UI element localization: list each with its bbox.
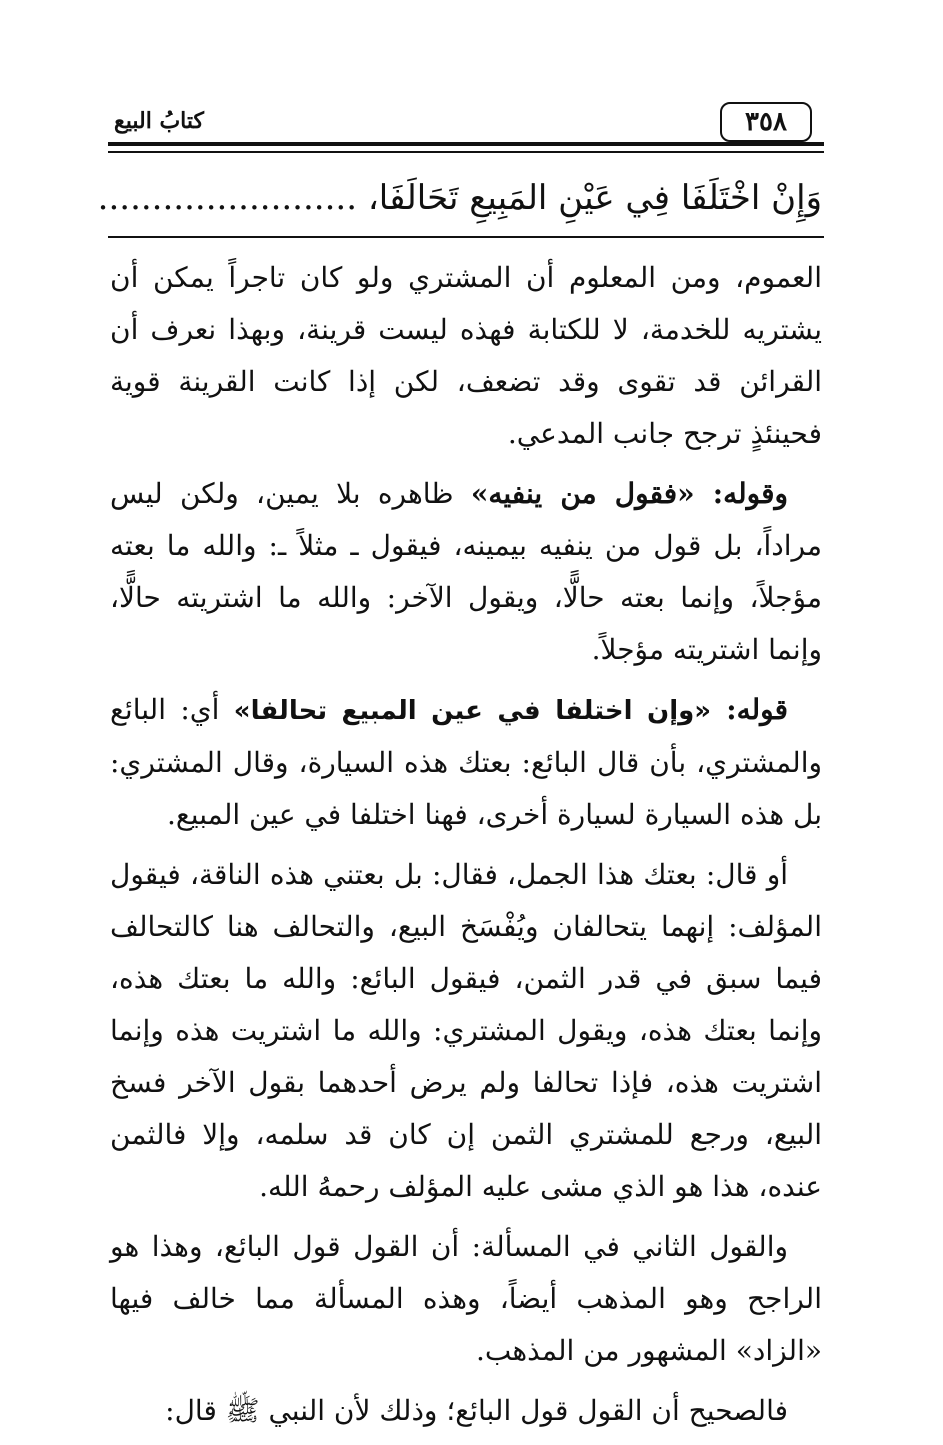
paragraph-text: ظاهره بلا يمين، ولكن ليس مراداً، بل قول من ينفيه بيمينه، فيقول ـ مثلاً ـ: والله ما بعته مؤجلاً، وإنما بعته حالًّا، ويقول الآخر: والله ما اشتريته حالًّا، وإنما اشتريته مؤجلاً. — [110, 477, 822, 666]
paragraph-text: العموم، ومن المعلوم أن المشتري ولو كان تاجراً يمكن أن يشتريه للخدمة، لا للكتابة فهذه ليست قرينة، وبهذا نعرف أن القرائن قد تقوى وقد تضعف، لكن إذا كانت القرينة قوية فحينئذٍ ترجح جانب المدعي. — [110, 261, 822, 450]
paragraph-lead: قوله: — [711, 693, 788, 726]
header-rule-thick — [108, 142, 824, 146]
paragraph — [110, 849, 822, 1213]
paragraph-lead: وقوله: — [694, 477, 788, 510]
commentary-body — [110, 252, 822, 1445]
paragraph-text: والقول الثاني في المسألة: أن القول قول البائع، وهذا هو الراجح وهو المذهب أيضاً، وهذه المسألة مما خالف فيها «الزاد» المشهور من المذهب. — [110, 1230, 822, 1367]
paragraph — [110, 1385, 822, 1437]
header-rule-thin — [108, 151, 824, 153]
paragraph — [110, 684, 822, 841]
paragraph-text: فالصحيح أن القول قول البائع؛ وذلك لأن النبي ﷺ قال: — [165, 1394, 788, 1427]
paragraph — [110, 1221, 822, 1377]
paragraph — [110, 468, 822, 676]
matn-text: وَإِنْ اخْتَلَفَا فِي عَيْنِ المَبِيعِ تَحَالَفَا، ........................ — [97, 178, 822, 218]
page-header — [108, 102, 824, 158]
matn-divider — [108, 236, 824, 238]
paragraph-text: أي: البائع والمشتري، بأن قال البائع: بعتك هذه السيارة، وقال المشتري: بل هذه السيارة لسيارة أخرى، فهنا اختلفا في عين المبيع. — [110, 693, 822, 831]
page-number: ٣٥٨ — [720, 102, 812, 142]
paragraph-text: أو قال: بعتك هذا الجمل، فقال: بل بعتني هذه الناقة، فيقول المؤلف: إنهما يتحالفان ويُفْسَخ البيع، والتحالف هنا كالتحالف فيما سبق في قدر الثمن، فيقول البائع: والله ما بعتك هذه، وإنما بعتك هذه، ويقول المشتري: والله ما اشتريت هذه وإنما اشتريت هذه، فإذا تحالفا ولم يرض أحدهما بقول الآخر فسخ البيع، ورجع للمشتري الثمن إن كان قد سلمه، وإلا فالثمن عنده، هذا هو الذي مشى عليه المؤلف رحمهُ الله. — [110, 858, 822, 1203]
book-title: كتابُ البيع — [114, 108, 204, 134]
paragraph — [110, 252, 822, 460]
quoted-matn: «وإن اختلفا في عين المبيع تحالفا» — [233, 696, 712, 726]
quoted-matn: «فقول من ينفيه» — [470, 477, 695, 510]
